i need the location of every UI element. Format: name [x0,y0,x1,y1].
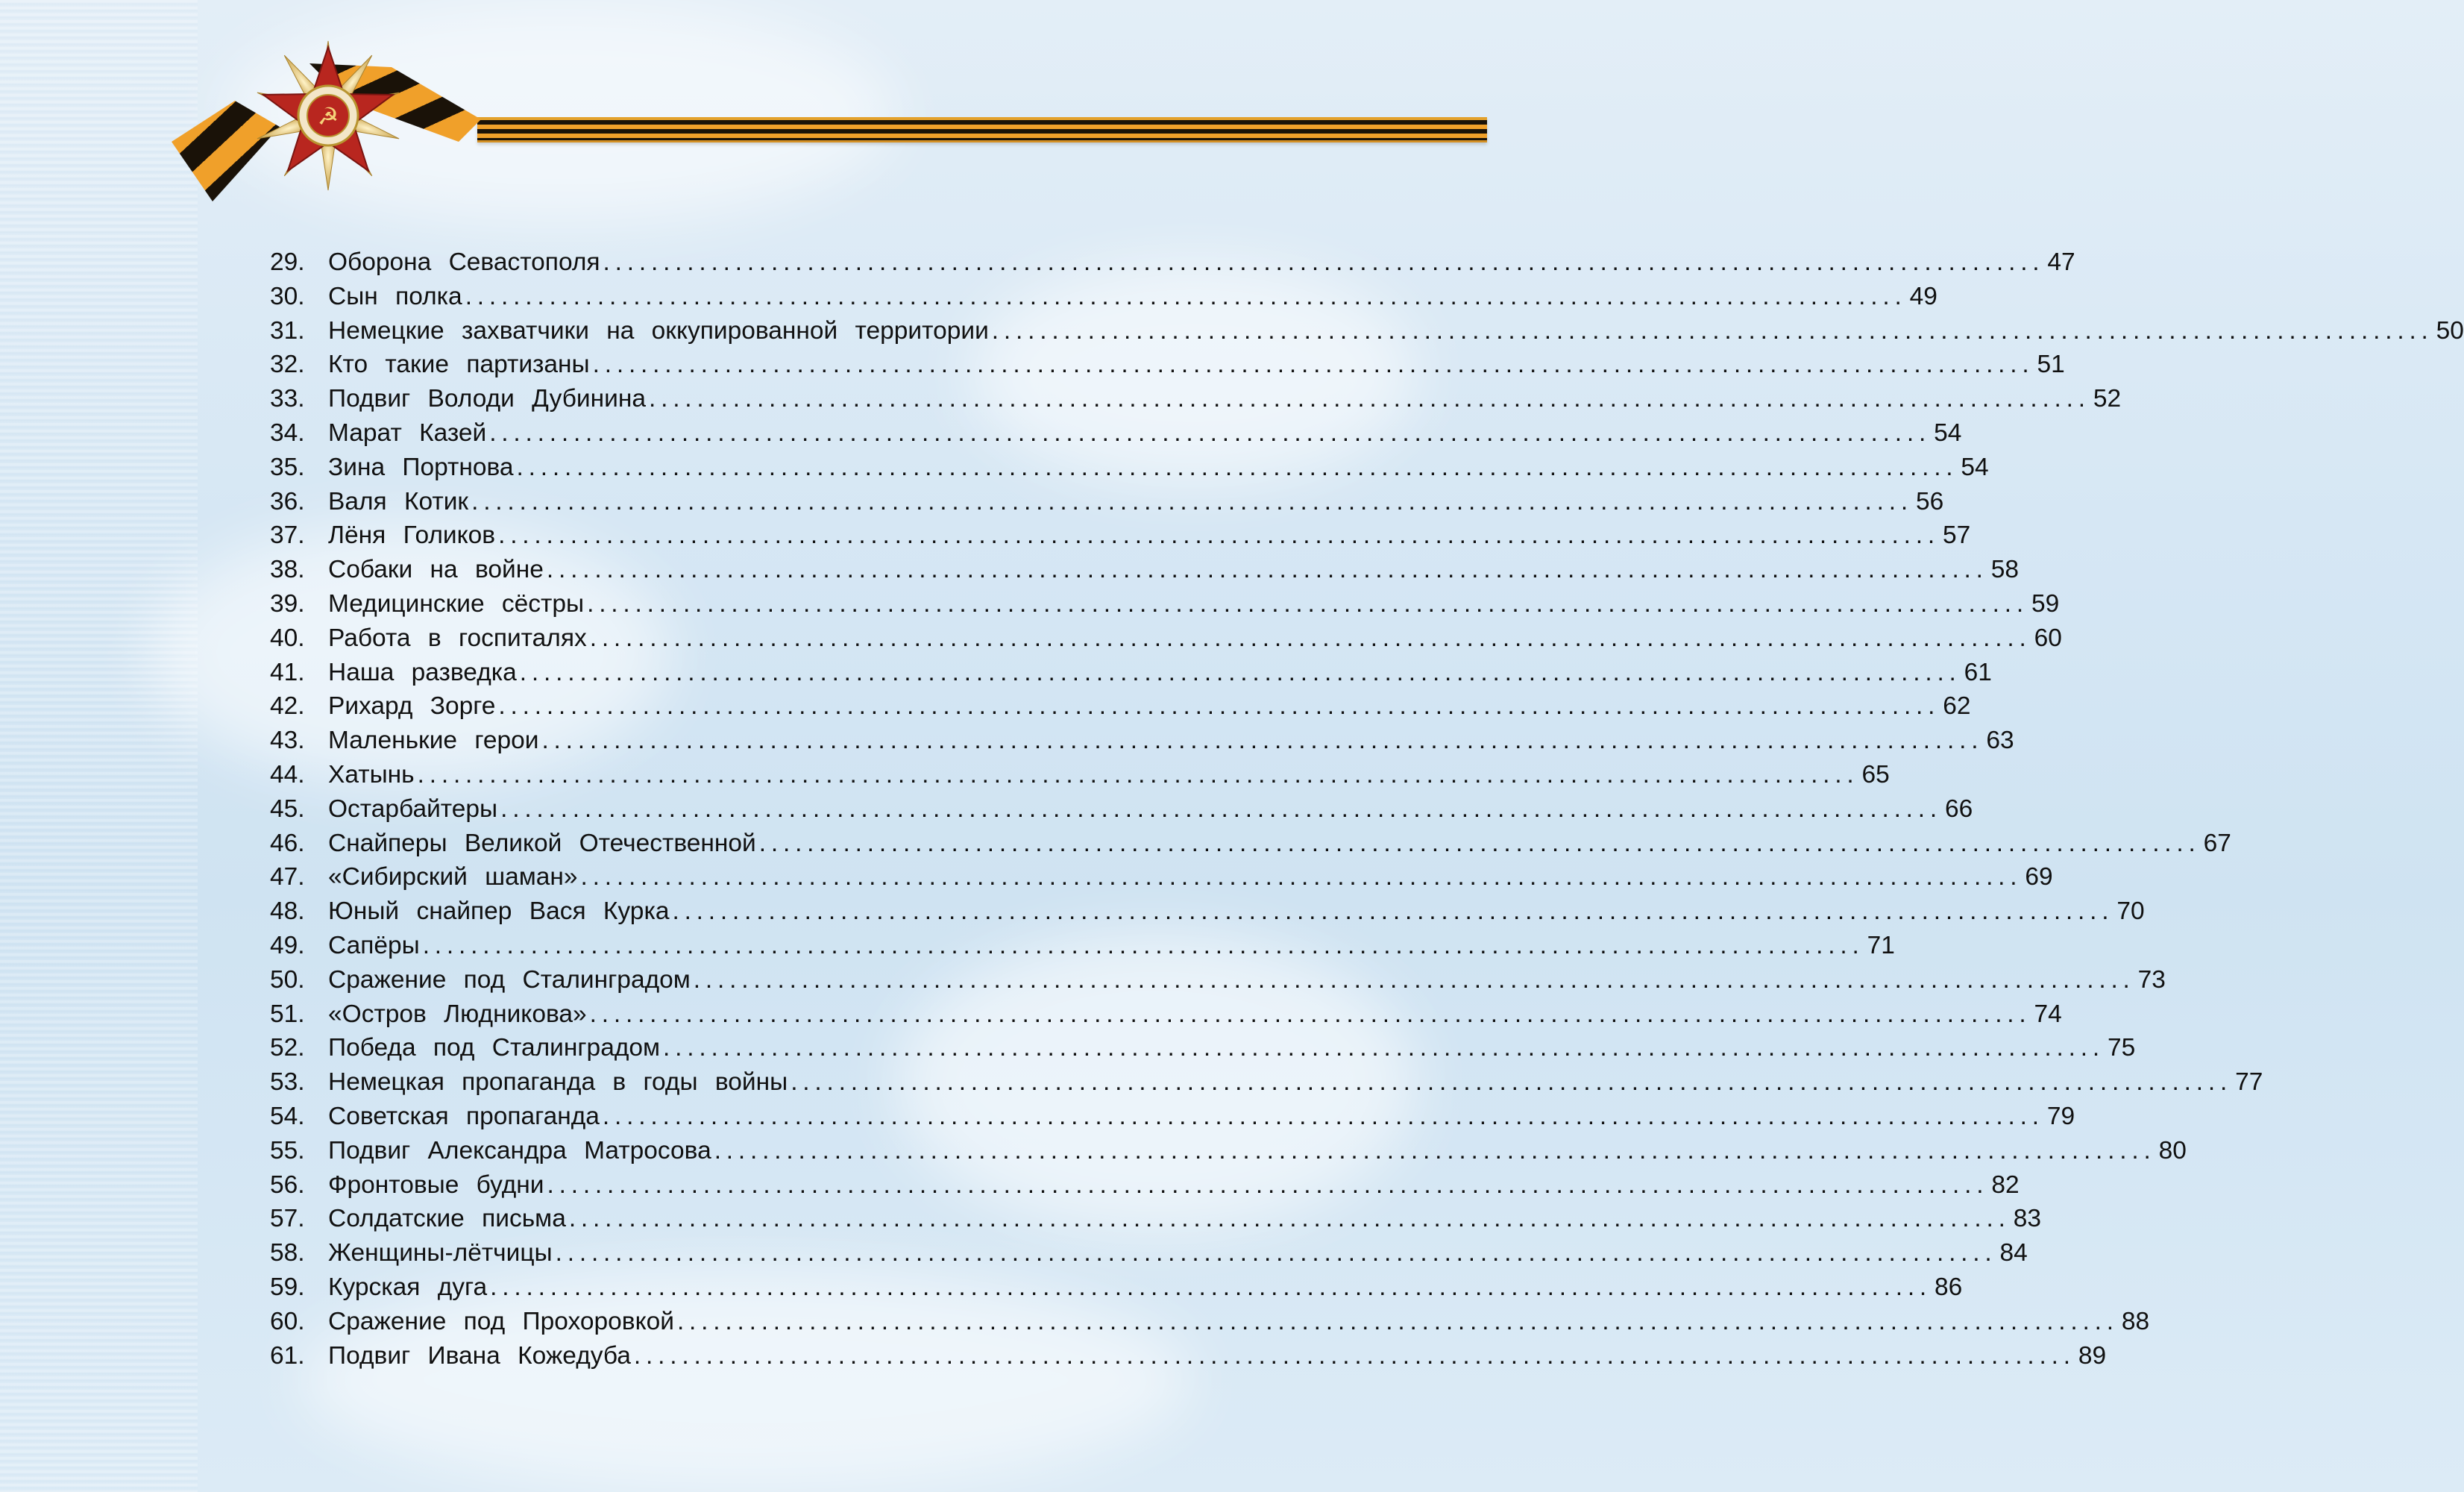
toc-dot-leader: ........................................................................................................................ [633,1341,2075,1370]
toc-dot-leader: ........................................................................................................................ [498,692,1940,721]
toc-entry-title: Немецкая пропаганда в годы войны [328,1068,788,1097]
toc-entry-title: Снайперы Великой Отечественной [328,829,756,857]
toc-entry-number: 30. [270,282,305,310]
toc-entry [270,794,1973,830]
toc-entry-page: 60 [2034,624,2062,652]
toc-dot-leader: ........................................................................................................................ [471,487,1913,515]
toc-entry [270,419,1962,454]
toc-entry-title: Собаки на войне [328,556,544,584]
toc-entry-title: Марат Казей [328,419,487,447]
toc-dot-leader: ........................................................................................................................ [498,521,1940,550]
toc-entry [270,1239,2028,1273]
toc-entry-number: 53. [270,1068,305,1097]
toc-entry-number: 49. [270,931,305,959]
toc-entry-page: 79 [2046,1102,2075,1130]
toc-entry [270,316,2464,351]
toc-dot-leader: ........................................................................................................................ [791,1068,2233,1097]
toc-entry-number: 60. [270,1307,305,1335]
toc-entry-page: 77 [2235,1068,2263,1097]
toc-entry-page: 47 [2047,248,2075,276]
toc-entry-page: 56 [1915,487,1944,515]
toc-entry-number: 50. [270,965,305,994]
toc-entry [270,1068,2263,1103]
toc-entry [270,1000,2062,1035]
toc-entry-number: 35. [270,453,305,481]
toc-entry-number: 34. [270,419,305,447]
toc-dot-leader: ........................................................................................................................ [500,794,1942,823]
toc-entry-page: 66 [1945,794,1973,823]
toc-entry-title: Хатынь [328,760,415,789]
toc-entry-page: 52 [2093,385,2122,413]
toc-entry-title: Сражение под Сталинградом [328,965,691,994]
toc-entry-number: 54. [270,1102,305,1130]
toc-entry-page: 69 [2025,863,2053,891]
toc-dot-leader: ........................................................................................................................ [758,829,2201,857]
toc-entry-number: 56. [270,1170,305,1199]
hammer-and-sickle-icon: ☭ [317,102,339,131]
toc-entry [270,1205,2041,1239]
toc-entry-number: 29. [270,248,305,276]
toc-entry-title: «Сибирский шаман» [328,863,578,891]
toc-entry-title: Наша разведка [328,658,517,686]
toc-entry-page: 88 [2121,1307,2150,1335]
toc-entry [270,385,2122,419]
toc-dot-leader: ........................................................................................................................ [422,931,1864,959]
toc-entry [270,556,2020,590]
toc-entry-page: 71 [1867,931,1895,959]
toc-dot-leader: ........................................................................................................................ [589,1000,2031,1028]
toc-entry [270,931,1895,966]
toc-entry [270,658,1992,693]
toc-entry-title: Победа под Сталинградом [328,1034,661,1062]
toc-entry-page: 67 [2203,829,2231,857]
toc-entry-title: Подвиг Володи Дубинина [328,385,646,413]
st-george-ribbon-band [477,117,1487,142]
toc-dot-leader: ........................................................................................................................ [516,453,1958,481]
toc-entry [270,589,2060,624]
toc-entry [270,1273,1963,1308]
toc-entry-page: 49 [1909,282,1937,310]
toc-dot-leader: ........................................................................................................................ [672,897,2114,926]
toc-entry [270,248,2075,283]
toc-entry [270,521,1971,556]
toc-entry-page: 84 [1999,1239,2028,1267]
toc-entry-title: Рихард Зорге [328,692,496,721]
toc-entry-number: 45. [270,794,305,823]
toc-entry-number: 44. [270,760,305,789]
toc-dot-leader: ........................................................................................................................ [648,385,2090,413]
toc-entry-number: 57. [270,1205,305,1233]
toc-entry-number: 33. [270,385,305,413]
toc-dot-leader: ........................................................................................................................ [580,863,2023,891]
toc-entry-page: 54 [1961,453,1989,481]
table-of-contents [270,248,2464,1376]
toc-dot-leader: ........................................................................................................................ [592,351,2034,379]
toc-entry [270,1341,2107,1376]
toc-entry-title: Сражение под Прохоровкой [328,1307,674,1335]
toc-entry-page: 80 [2158,1136,2187,1165]
toc-entry [270,1136,2187,1171]
toc-entry [270,727,2014,761]
toc-entry-page: 82 [1991,1170,2020,1199]
toc-entry [270,692,1971,727]
toc-entry-number: 61. [270,1341,305,1370]
toc-entry-title: Зина Портнова [328,453,514,481]
toc-dot-leader: ........................................................................................................................ [587,589,2028,618]
toc-entry-number: 39. [270,589,305,618]
toc-entry-title: Юный снайпер Вася Курка [328,897,670,926]
toc-dot-leader: ........................................................................................................................ [490,1273,1932,1301]
toc-entry-page: 59 [2031,589,2060,618]
toc-entry-page: 54 [1934,419,1962,447]
toc-entry [270,829,2231,864]
toc-entry-page: 70 [2116,897,2145,926]
order-of-patriotic-war-icon [168,30,511,201]
water-texture-strip [0,0,198,1492]
toc-entry-page: 58 [1990,556,2020,584]
toc-dot-leader: ........................................................................................................................ [568,1205,2011,1233]
toc-entry-number: 38. [270,556,305,584]
toc-entry-page: 74 [2034,1000,2062,1028]
toc-dot-leader: ........................................................................................................................ [465,282,1907,310]
toc-entry [270,760,1890,795]
toc-entry-number: 31. [270,316,305,345]
toc-entry [270,624,2062,659]
toc-entry [270,487,1944,522]
toc-entry-number: 55. [270,1136,305,1165]
toc-entry-page: 73 [2137,965,2166,994]
toc-entry-title: Подвиг Ивана Кожедуба [328,1341,631,1370]
toc-entry-title: Маленькие герои [328,727,539,755]
toc-entry [270,282,1937,317]
toc-entry-number: 47. [270,863,305,891]
toc-entry-title: Подвиг Александра Матросова [328,1136,711,1165]
toc-entry-page: 51 [2037,351,2065,379]
toc-entry-number: 46. [270,829,305,857]
toc-entry-title: «Остров Людникова» [328,1000,587,1028]
toc-entry-number: 37. [270,521,305,550]
toc-entry-page: 75 [2107,1034,2136,1062]
toc-entry-page: 65 [1861,760,1890,789]
toc-entry-page: 63 [1986,727,2014,755]
toc-entry-number: 51. [270,1000,305,1028]
toc-entry [270,897,2145,932]
toc-dot-leader: ........................................................................................................................ [417,760,1859,789]
toc-entry-title: Фронтовые будни [328,1170,544,1199]
toc-dot-leader: ........................................................................................................................ [676,1307,2119,1335]
toc-dot-leader: ........................................................................................................................ [663,1034,2105,1062]
toc-entry-number: 32. [270,351,305,379]
toc-entry-number: 52. [270,1034,305,1062]
toc-dot-leader: ........................................................................................................................ [991,316,2433,345]
toc-entry-page: 50 [2436,316,2464,345]
toc-entry-number: 43. [270,727,305,755]
toc-entry-title: Работа в госпиталях [328,624,587,652]
toc-dot-leader: ........................................................................................................................ [555,1239,1997,1267]
toc-dot-leader: ........................................................................................................................ [693,965,2135,994]
toc-dot-leader: ........................................................................................................................ [602,1102,2044,1130]
toc-entry-page: 89 [2078,1341,2107,1370]
toc-dot-leader: ........................................................................................................................ [589,624,2031,652]
toc-entry-title: Сын полка [328,282,462,310]
toc-entry-title: Кто такие партизаны [328,351,590,379]
toc-entry [270,1170,2020,1206]
toc-dot-leader: ........................................................................................................................ [547,1170,1989,1199]
toc-entry-title: Немецкие захватчики на оккупированной территории [328,316,989,345]
toc-entry-page: 62 [1943,692,1971,721]
toc-entry-title: Лёня Голиков [328,521,496,550]
toc-dot-leader: ........................................................................................................................ [714,1136,2156,1165]
toc-entry-title: Сапёры [328,931,420,959]
toc-entry [270,1034,2136,1068]
toc-entry-page: 61 [1964,658,1992,686]
toc-entry-number: 48. [270,897,305,926]
toc-entry-number: 40. [270,624,305,652]
toc-entry-title: Курская дуга [328,1273,488,1301]
toc-entry-title: Женщины-лётчицы [328,1239,553,1267]
toc-dot-leader: ........................................................................................................................ [489,419,1932,447]
toc-entry-number: 42. [270,692,305,721]
toc-entry [270,351,2065,385]
toc-dot-leader: ........................................................................................................................ [541,727,1984,755]
toc-dot-leader: ........................................................................................................................ [546,556,1988,584]
toc-entry-page: 83 [2013,1205,2041,1233]
toc-entry-title: Советская пропаганда [328,1102,600,1130]
toc-entry [270,965,2166,1000]
toc-entry-number: 36. [270,487,305,515]
toc-entry-title: Оборона Севастополя [328,248,600,276]
toc-entry [270,453,1989,488]
toc-entry-page: 57 [1942,521,1971,550]
toc-entry [270,863,2053,897]
toc-entry [270,1307,2150,1342]
toc-dot-leader: ........................................................................................................................ [603,248,2045,276]
toc-entry-title: Валя Котик [328,487,469,515]
toc-entry-number: 58. [270,1239,305,1267]
toc-entry-number: 59. [270,1273,305,1301]
toc-dot-leader: ........................................................................................................................ [519,658,1961,686]
toc-entry-title: Медицинские сёстры [328,589,585,618]
toc-entry-title: Остарбайтеры [328,794,498,823]
toc-entry-page: 86 [1935,1273,1963,1301]
toc-entry-number: 41. [270,658,305,686]
toc-entry-title: Солдатские письма [328,1205,566,1233]
toc-entry [270,1102,2075,1137]
